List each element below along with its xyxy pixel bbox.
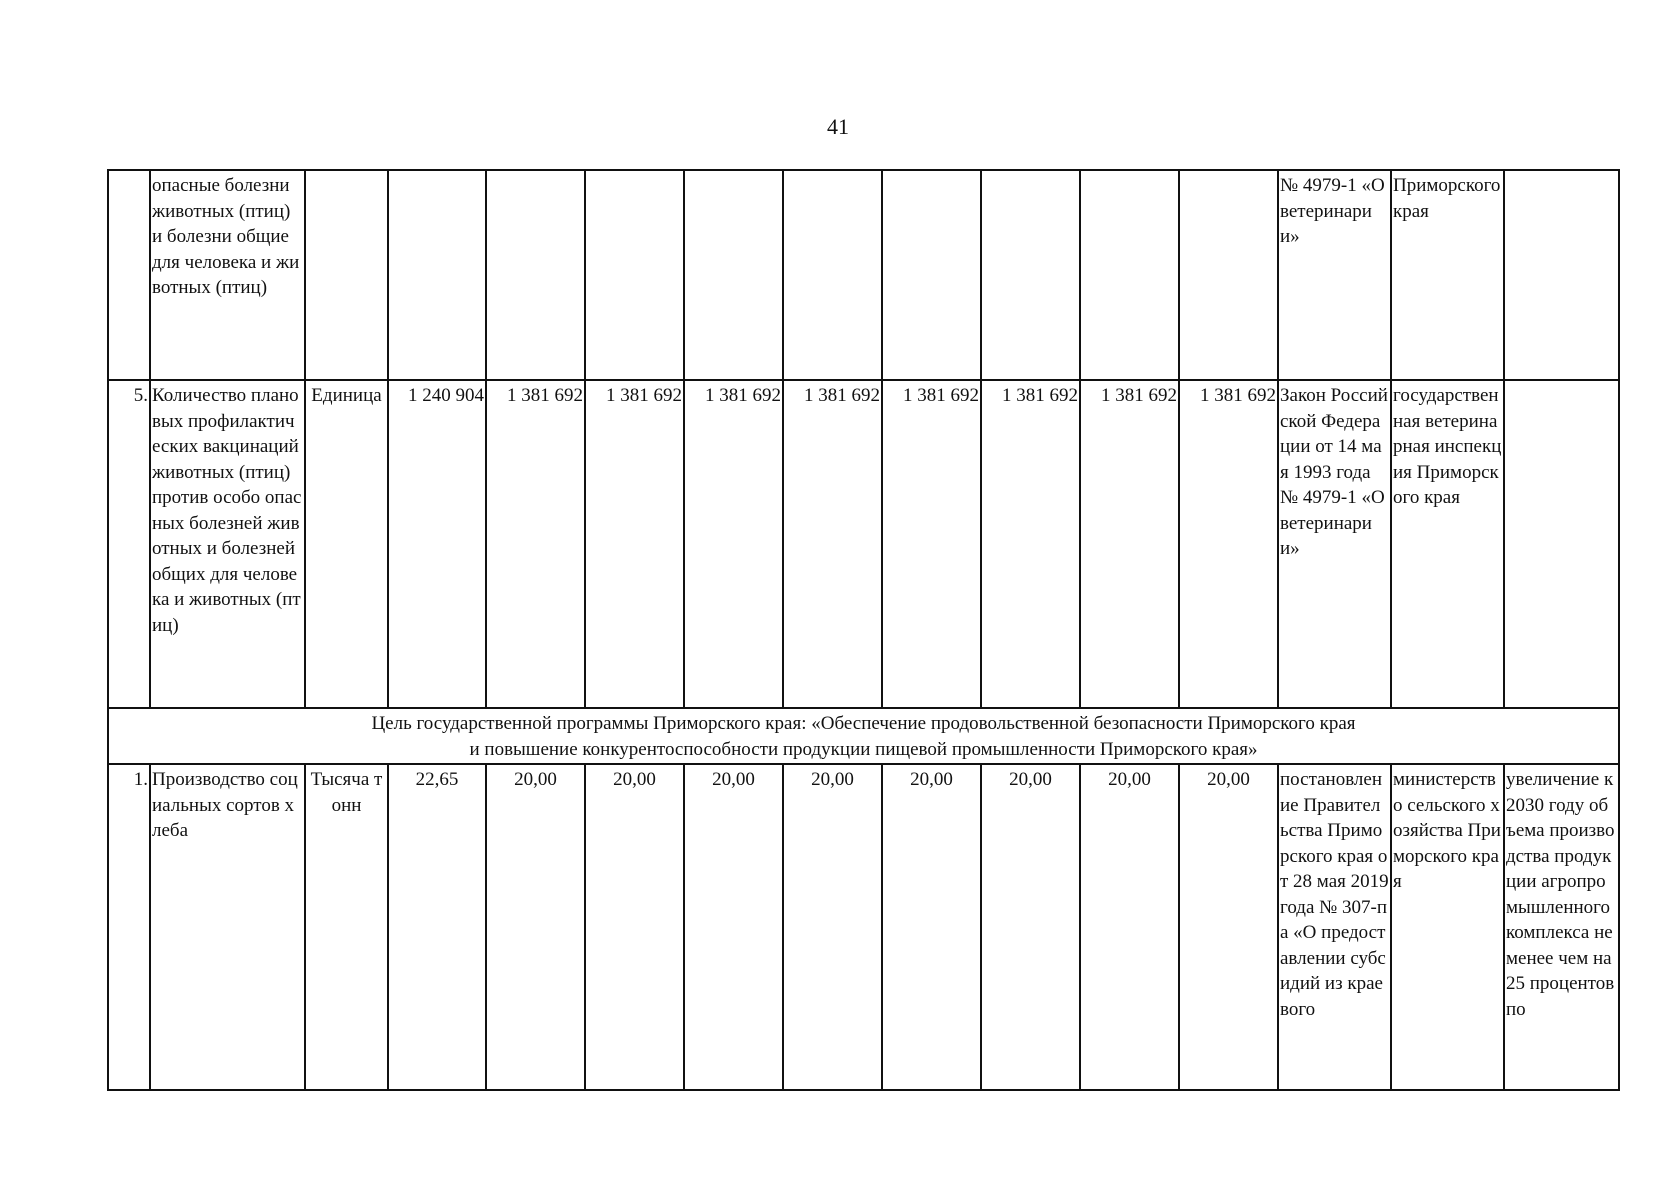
value-cell bbox=[981, 170, 1080, 380]
value-cell: 1 381 692 bbox=[981, 380, 1080, 708]
value-cell: 20,00 bbox=[882, 764, 981, 1090]
value-cell: 20,00 bbox=[684, 764, 783, 1090]
value-cell bbox=[1080, 170, 1179, 380]
legal-basis-cell: постановление Правительства Приморского края от 28 мая 2019 года № 307-па «О предоставлении субсидий из краевого bbox=[1278, 764, 1391, 1090]
value-cell bbox=[388, 170, 486, 380]
row-number-cell bbox=[108, 170, 150, 380]
table-row bbox=[108, 380, 1619, 708]
value-cell: 20,00 bbox=[585, 764, 684, 1090]
row-number-cell: 5. bbox=[108, 380, 150, 708]
value-cell: 1 381 692 bbox=[783, 380, 882, 708]
table-row bbox=[108, 170, 1619, 380]
value-cell: 1 381 692 bbox=[1080, 380, 1179, 708]
unit-cell: Тысяча тонн bbox=[305, 764, 388, 1090]
responsible-cell: министерство сельского хозяйства Приморского края bbox=[1391, 764, 1504, 1090]
responsible-cell: Приморского края bbox=[1391, 170, 1504, 380]
value-cell: 1 240 904 bbox=[388, 380, 486, 708]
value-cell bbox=[1179, 170, 1278, 380]
value-cell: 20,00 bbox=[1179, 764, 1278, 1090]
program-goal-line-2: и повышение конкурентоспособности продукции пищевой промышленности Приморского края» bbox=[469, 738, 1258, 760]
row-number-cell: 1. bbox=[108, 764, 150, 1090]
unit-cell bbox=[305, 170, 388, 380]
result-cell bbox=[1504, 380, 1619, 708]
legal-basis-cell: № 4979-1 «О ветеринарии» bbox=[1278, 170, 1391, 380]
value-cell: 1 381 692 bbox=[882, 380, 981, 708]
value-cell: 20,00 bbox=[1080, 764, 1179, 1090]
value-cell: 1 381 692 bbox=[1179, 380, 1278, 708]
value-cell: 1 381 692 bbox=[585, 380, 684, 708]
value-cell bbox=[486, 170, 585, 380]
goal-row bbox=[108, 708, 1619, 764]
unit-cell: Единица bbox=[305, 380, 388, 708]
program-goal-cell bbox=[108, 708, 1619, 764]
value-cell: 20,00 bbox=[783, 764, 882, 1090]
value-cell: 20,00 bbox=[486, 764, 585, 1090]
value-cell: 22,65 bbox=[388, 764, 486, 1090]
indicator-name-cell: опасные болезни животных (птиц) и болезни общие для человека и животных (птиц) bbox=[150, 170, 305, 380]
result-cell: увеличение к 2030 году объема производства продукции агропромышленного комплекса не менее чем на 25 процентов по bbox=[1504, 764, 1619, 1090]
value-cell: 20,00 bbox=[981, 764, 1080, 1090]
value-cell bbox=[684, 170, 783, 380]
indicators-table bbox=[107, 169, 1620, 1091]
value-cell: 1 381 692 bbox=[684, 380, 783, 708]
responsible-cell: государственная ветеринарная инспекция Приморского края bbox=[1391, 380, 1504, 708]
legal-basis-cell: Закон Российской Федерации от 14 мая 1993 года № 4979-1 «О ветеринарии» bbox=[1278, 380, 1391, 708]
value-cell bbox=[882, 170, 981, 380]
result-cell bbox=[1504, 170, 1619, 380]
value-cell bbox=[783, 170, 882, 380]
program-goal-line-1: Цель государственной программы Приморского края: «Обеспечение продовольственной безопасности Приморского края bbox=[371, 713, 1356, 734]
value-cell bbox=[585, 170, 684, 380]
page-number: 41 bbox=[827, 114, 849, 139]
indicator-name-cell: Производство социальных сортов хлеба bbox=[150, 764, 305, 1090]
table-row bbox=[108, 764, 1619, 1090]
indicator-name-cell: Количество плановых профилактических вакцинаций животных (птиц) против особо опасных болезней животных и болезней общих для человека и животных (птиц) bbox=[150, 380, 305, 708]
value-cell: 1 381 692 bbox=[486, 380, 585, 708]
